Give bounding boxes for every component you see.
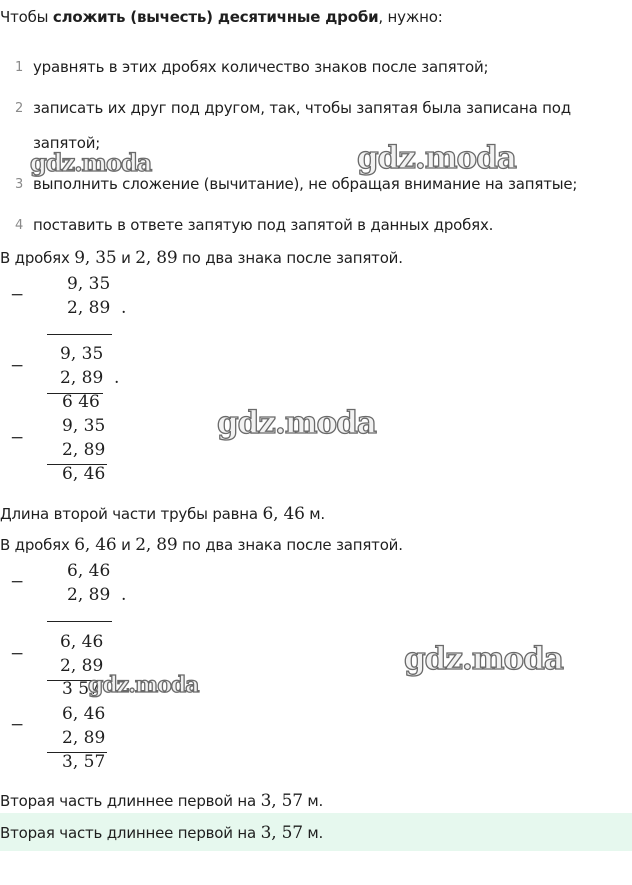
list-item: записать их друг под другом, так, чтобы запятая была записана под xyxy=(33,99,571,117)
minus-sign: − xyxy=(10,715,25,735)
watermark: gdz.moda xyxy=(88,672,199,698)
dot: . xyxy=(114,368,120,388)
subtrahend: 2, 89 xyxy=(62,440,106,460)
list-item: поставить в ответе запятую под запятой в данных дробях. xyxy=(33,216,494,234)
fraction-value: 9, 35 xyxy=(74,248,117,268)
block2-intro xyxy=(0,535,403,555)
minus-sign: − xyxy=(10,285,25,305)
fraction-value: 2, 89 xyxy=(135,248,178,268)
difference: 6 46 xyxy=(62,392,100,412)
text: Вторая часть длиннее первой на xyxy=(0,824,261,842)
text: и xyxy=(116,536,136,554)
minus-sign: − xyxy=(10,644,25,664)
text: В дробях xyxy=(0,249,75,267)
subtrahend: 2, 89 xyxy=(67,298,111,318)
block1-intro xyxy=(0,248,403,268)
list-item-continued: запятой; xyxy=(33,134,101,152)
text: м. xyxy=(302,824,324,842)
rule-bold: сложить (вычесть) десятичные дроби xyxy=(52,8,379,26)
minuend: 9, 35 xyxy=(62,416,106,436)
text: Вторая часть длиннее первой на xyxy=(0,792,261,810)
length-value: 3, 57 xyxy=(260,823,303,843)
subtrahend: 2, 89 xyxy=(60,368,104,388)
rule-suffix: , нужно: xyxy=(378,8,443,26)
subtrahend: 2, 89 xyxy=(67,585,111,605)
dot: . xyxy=(121,585,127,605)
minus-sign: − xyxy=(10,572,25,592)
subtrahend: 2, 89 xyxy=(60,656,104,676)
list-number: 1 xyxy=(15,60,24,75)
rule-prefix: Чтобы xyxy=(0,8,53,26)
subtrahend: 2, 89 xyxy=(62,728,106,748)
list-item: выполнить сложение (вычитание), не обращая внимание на запятые; xyxy=(33,175,578,193)
watermark: gdz.moda xyxy=(357,140,516,176)
minuend: 6, 46 xyxy=(60,632,104,652)
watermark: gdz.moda xyxy=(404,641,563,677)
minuend: 9, 35 xyxy=(60,344,104,364)
text: по два знака после запятой. xyxy=(177,249,403,267)
minus-sign: − xyxy=(10,428,25,448)
answer-text xyxy=(0,823,323,843)
minuend: 9, 35 xyxy=(67,274,111,294)
dot: . xyxy=(121,298,127,318)
text: Длина второй части трубы равна xyxy=(0,505,263,523)
result-line xyxy=(47,621,112,622)
result-line xyxy=(47,334,112,335)
text: и xyxy=(116,249,136,267)
minus-sign: − xyxy=(10,356,25,376)
length-value: 6, 46 xyxy=(262,504,305,524)
minuend: 6, 46 xyxy=(62,704,106,724)
text: В дробях xyxy=(0,536,75,554)
list-number: 3 xyxy=(15,177,24,192)
text: м. xyxy=(302,792,324,810)
minuend: 6, 46 xyxy=(67,561,111,581)
length-value: 3, 57 xyxy=(260,791,303,811)
list-item: уравнять в этих дробях количество знаков после запятой; xyxy=(33,58,489,76)
list-number: 4 xyxy=(15,218,24,233)
watermark: gdz.moda xyxy=(30,148,152,177)
difference: 6, 46 xyxy=(62,464,106,484)
fraction-value: 2, 89 xyxy=(135,535,178,555)
difference: 3 57 xyxy=(62,679,100,699)
text: м. xyxy=(304,505,325,523)
watermark: gdz.moda xyxy=(217,405,376,441)
list-number: 2 xyxy=(15,101,24,116)
rule-intro xyxy=(0,8,443,26)
answer-box xyxy=(0,813,632,851)
block1-conclusion xyxy=(0,504,325,524)
difference: 3, 57 xyxy=(62,752,106,772)
fraction-value: 6, 46 xyxy=(74,535,117,555)
block2-conclusion xyxy=(0,791,323,811)
text: по два знака после запятой. xyxy=(177,536,403,554)
